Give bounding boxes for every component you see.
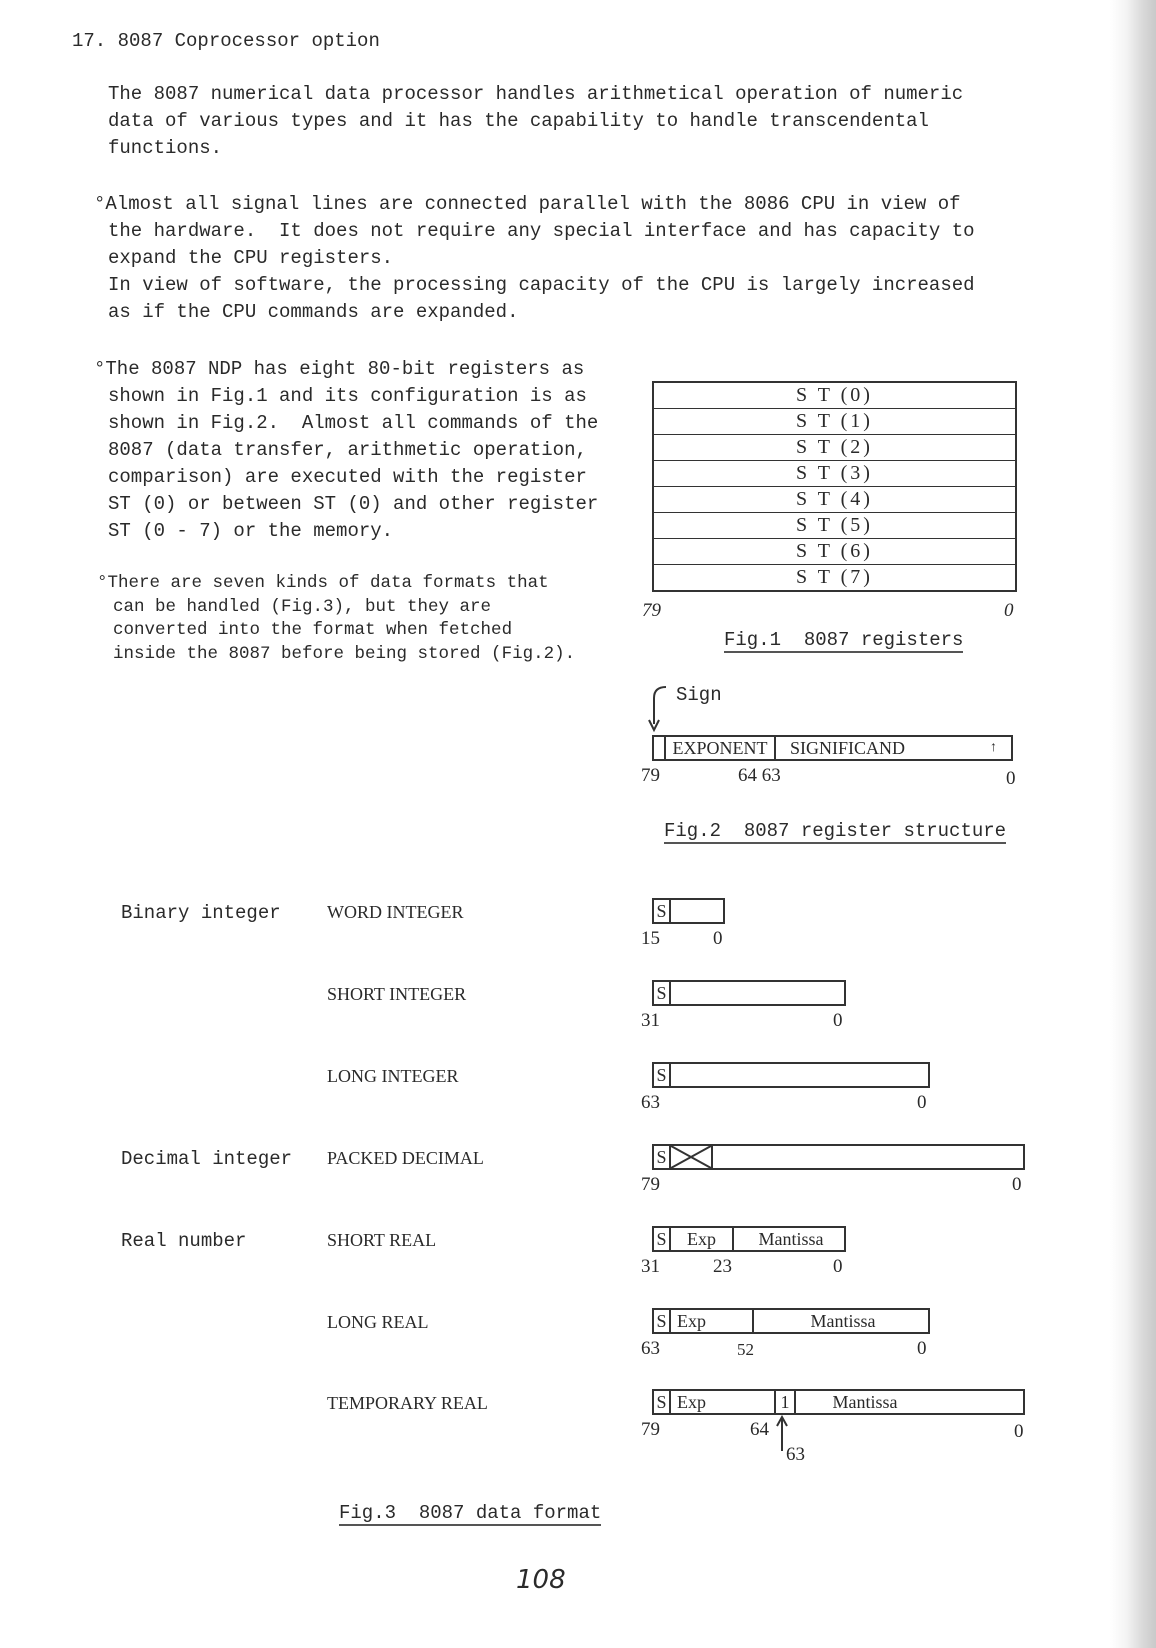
register-st4: S T (4)	[654, 486, 1015, 512]
long-integer-box	[652, 1062, 930, 1088]
category-real-number: Real number	[121, 1230, 247, 1252]
ndp-line: shown in Fig.2. Almost all commands of the	[108, 412, 599, 434]
long-integer-bit-63: 63	[641, 1092, 660, 1113]
fig1-register-stack	[652, 381, 1017, 592]
fig2-significand-label: SIGNIFICAND	[790, 738, 906, 758]
register-st5: S T (5)	[654, 512, 1015, 538]
ndp-paragraph	[94, 356, 598, 545]
register-st0: S T (0)	[796, 384, 873, 406]
fig2-bit-79: 79	[641, 765, 660, 786]
long-real-bit-63: 63	[641, 1338, 660, 1359]
mantissa-label: Mantissa	[758, 1229, 824, 1249]
intro-line: data of various types and it has the capability to handle transcendental	[108, 110, 929, 132]
long-integer-label: LONG INTEGER	[327, 1066, 459, 1086]
category-decimal-integer: Decimal integer	[121, 1148, 293, 1170]
ndp-line: °The 8087 NDP has eight 80-bit registers as	[94, 358, 585, 380]
fig2-bit-0: 0	[1006, 768, 1016, 789]
temporary-real-bit-0: 0	[1014, 1421, 1024, 1442]
long-real-box	[652, 1308, 930, 1334]
integer-bit-cell: 1	[776, 1391, 796, 1413]
exp-cell: Exp	[671, 1391, 776, 1413]
short-integer-bit-0: 0	[833, 1010, 843, 1031]
unused-cell	[671, 1146, 713, 1168]
fig1-bit-0: 0	[1004, 600, 1014, 621]
short-real-box	[652, 1226, 846, 1252]
word-integer-box	[652, 898, 725, 924]
fig3-caption: Fig.3 8087 data format	[339, 1502, 602, 1524]
short-real-label: SHORT REAL	[327, 1230, 437, 1250]
long-real-bit-52: 52	[737, 1340, 754, 1359]
word-integer-bit-15: 15	[641, 928, 660, 949]
sign-cell: S	[654, 1391, 671, 1413]
sign-cell: S	[654, 1228, 671, 1250]
sign-cell: S	[654, 982, 671, 1004]
hardware-line: °Almost all signal lines are connected parallel with the 8086 CPU in view of	[94, 193, 961, 215]
register-st7: S T (7)	[654, 564, 1015, 590]
register-st6: S T (6)	[654, 538, 1015, 564]
hardware-line: the hardware. It does not require any special interface and has capacity to	[108, 220, 975, 242]
formats-paragraph	[97, 572, 575, 666]
temporary-real-bit-79: 79	[641, 1419, 660, 1440]
category-binary-integer: Binary integer	[121, 902, 281, 924]
formats-line: inside the 8087 before being stored (Fig.2).	[113, 643, 576, 664]
mantissa-label: Mantissa	[832, 1392, 898, 1412]
register-st1: S T (1)	[654, 408, 1015, 434]
fig2-caption: Fig.2 8087 register structure	[664, 820, 1007, 842]
temporary-real-box	[652, 1389, 1025, 1415]
hardware-line: expand the CPU registers.	[108, 247, 394, 269]
exp-cell: Exp	[671, 1310, 754, 1332]
sign-label: Sign	[676, 684, 722, 706]
word-integer-label: WORD INTEGER	[327, 902, 464, 922]
short-real-bit-0: 0	[833, 1256, 843, 1277]
fig2-arrow-icon: ↑	[990, 740, 997, 755]
fig2-register-box	[652, 735, 1013, 761]
fig1-bit-79: 79	[642, 600, 661, 621]
ndp-line: ST (0) or between ST (0) and other register	[108, 493, 599, 515]
packed-decimal-box	[652, 1144, 1025, 1170]
exp-cell: Exp	[671, 1228, 734, 1250]
fig2-sign-cell	[654, 737, 666, 759]
ndp-line: shown in Fig.1 and its configuration is as	[108, 385, 587, 407]
formats-line: converted into the format when fetched	[113, 620, 513, 640]
short-integer-label: SHORT INTEGER	[327, 984, 467, 1004]
word-integer-bit-0: 0	[713, 928, 723, 949]
scan-edge-shadow	[1110, 0, 1156, 1648]
short-real-bit-31: 31	[641, 1256, 660, 1277]
section-heading: 17. 8087 Coprocessor option	[72, 30, 380, 52]
sign-cell: S	[654, 1064, 671, 1086]
long-real-label: LONG REAL	[327, 1312, 429, 1332]
packed-decimal-label: PACKED DECIMAL	[327, 1148, 484, 1168]
intro-line: functions.	[108, 137, 223, 159]
long-integer-bit-0: 0	[917, 1092, 927, 1113]
ndp-line: comparison) are executed with the register	[108, 466, 587, 488]
hardware-line: In view of software, the processing capacity of the CPU is largely increased	[108, 274, 975, 296]
sign-cell: S	[654, 1310, 671, 1332]
hardware-line: as if the CPU commands are expanded.	[108, 301, 519, 323]
temporary-real-bit-63: 63	[786, 1444, 805, 1465]
intro-paragraph	[108, 81, 963, 162]
long-real-bit-0: 0	[917, 1338, 927, 1359]
ndp-line: 8087 (data transfer, arithmetic operation,	[108, 439, 587, 461]
hardware-paragraph	[94, 191, 975, 326]
mantissa-label: Mantissa	[810, 1311, 876, 1331]
packed-decimal-bit-0: 0	[1012, 1174, 1022, 1195]
short-real-bit-23: 23	[713, 1256, 732, 1277]
formats-line: can be handled (Fig.3), but they are	[113, 596, 492, 617]
short-integer-box	[652, 980, 846, 1006]
sign-pointer-arrow	[648, 684, 678, 736]
fig2-exponent-cell: EXPONENT	[666, 737, 776, 759]
fig1-caption: Fig.1 8087 registers	[724, 629, 964, 651]
packed-decimal-bit-79: 79	[641, 1174, 660, 1195]
fig2-bit-64-63: 64 63	[738, 765, 781, 786]
unused-cross-icon	[671, 1146, 711, 1168]
sign-cell: S	[654, 1146, 671, 1168]
intro-line: The 8087 numerical data processor handles arithmetical operation of numeric	[108, 83, 964, 105]
temporary-real-bit-64: 64	[750, 1419, 769, 1440]
formats-line: °There are seven kinds of data formats that	[97, 573, 549, 593]
page-number: 108	[516, 1565, 566, 1595]
short-integer-bit-31: 31	[641, 1010, 660, 1031]
temporary-real-label: TEMPORARY REAL	[327, 1393, 488, 1413]
register-st3: S T (3)	[654, 460, 1015, 486]
ndp-line: ST (0 - 7) or the memory.	[108, 520, 394, 542]
register-st2: S T (2)	[654, 434, 1015, 460]
sign-cell: S	[654, 900, 671, 922]
